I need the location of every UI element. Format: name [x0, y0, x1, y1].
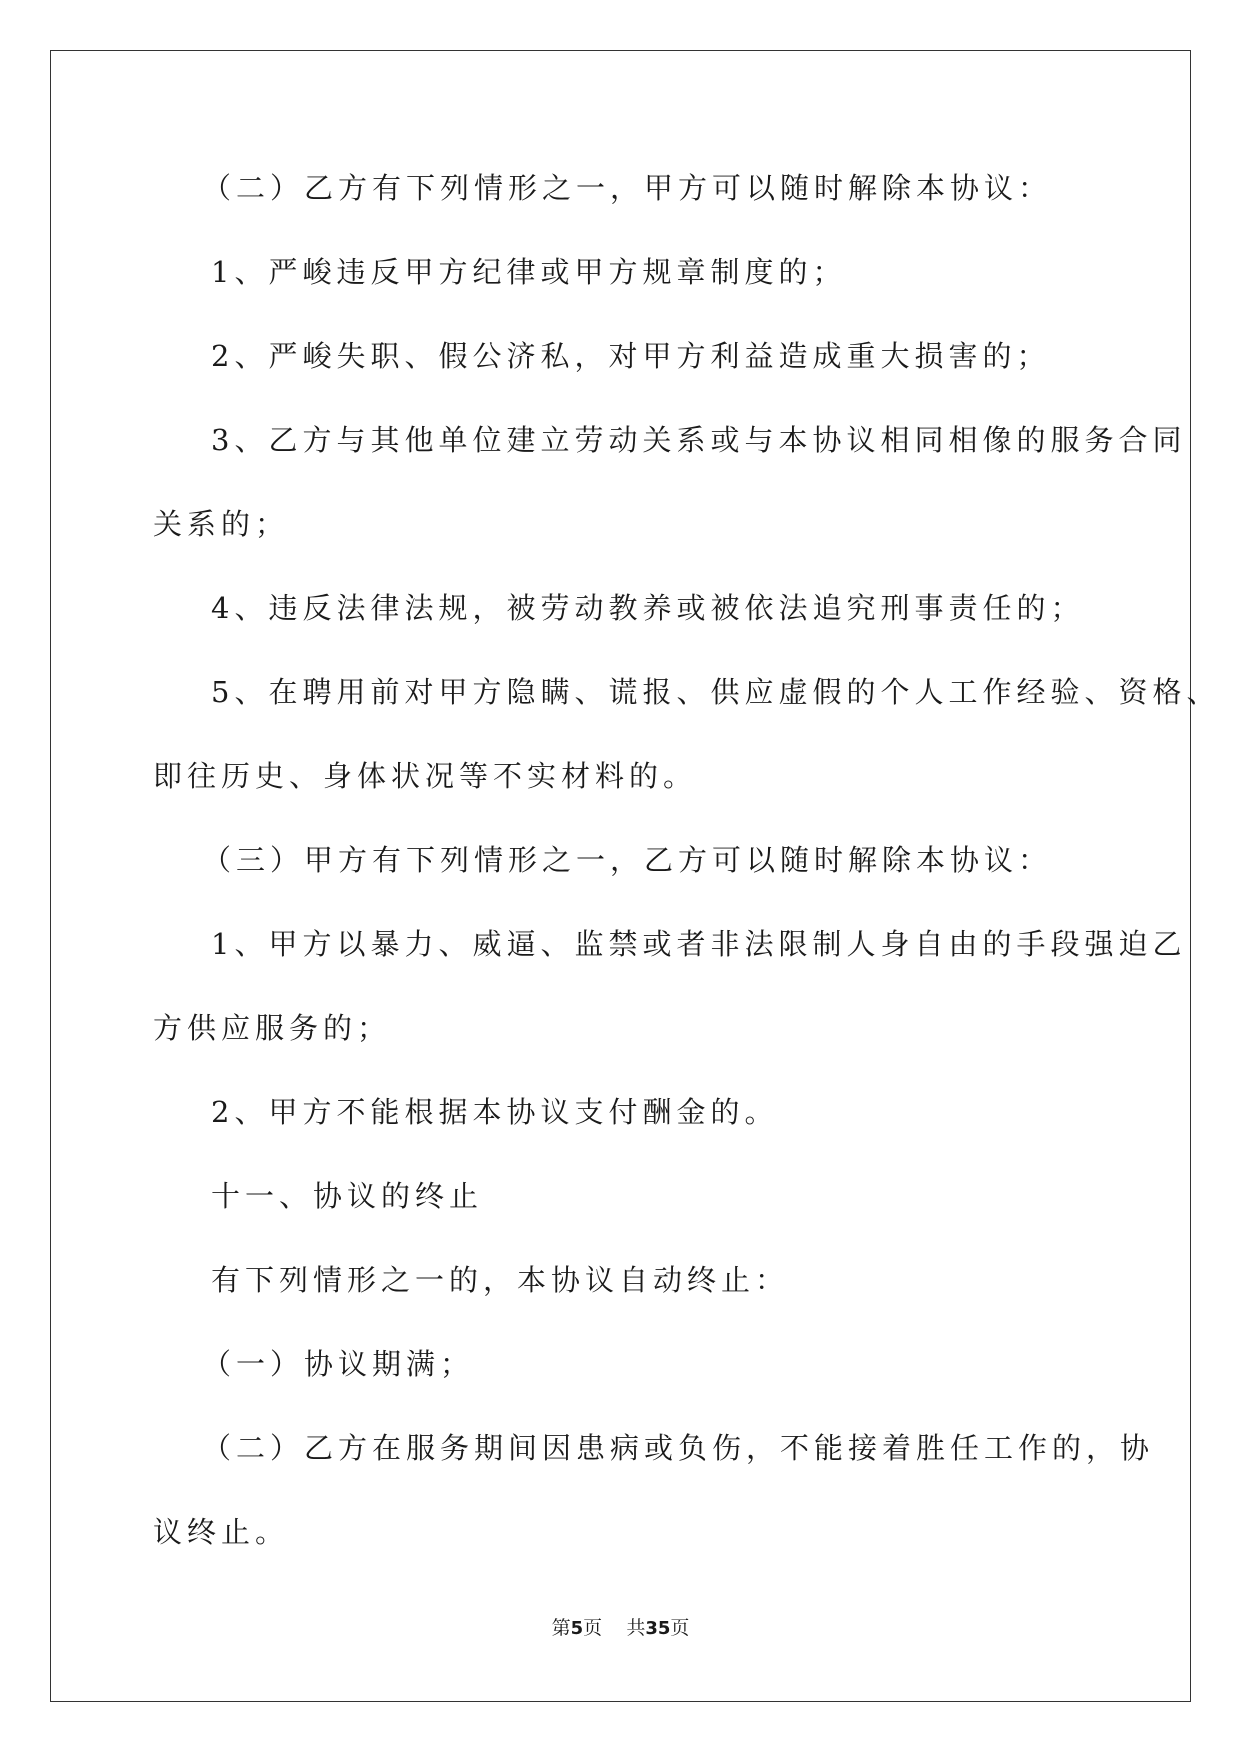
paragraph-line: （二）乙方有下列情形之一，甲方可以随时解除本协议：: [202, 171, 1053, 205]
page-label-suffix: 页: [583, 1617, 603, 1639]
paragraph-line: 5、在聘用前对甲方隐瞒、谎报、供应虚假的个人工作经验、资格、: [211, 675, 1221, 709]
paragraph-line: 4、违反法律法规，被劳动教养或被依法追究刑事责任的；: [211, 591, 1085, 625]
paragraph-line: 3、乙方与其他单位建立劳动关系或与本协议相同相像的服务合同: [211, 423, 1187, 457]
paragraph-line: 有下列情形之一的，本协议自动终止：: [211, 1263, 790, 1297]
paragraph-line: （三）甲方有下列情形之一，乙方可以随时解除本协议：: [202, 843, 1053, 877]
paragraph-line: 方供应服务的；: [153, 1011, 392, 1045]
paragraph-line: 2、严峻失职、假公济私，对甲方利益造成重大损害的；: [211, 339, 1051, 373]
total-label-suffix: 页: [670, 1617, 690, 1639]
paragraph-line: 即往历史、身体状况等不实材料的。: [153, 759, 698, 793]
section-heading: 十一、协议的终止: [211, 1179, 484, 1213]
paragraph-line: （一）协议期满；: [202, 1347, 475, 1381]
paragraph-line: 关系的；: [153, 507, 290, 541]
paragraph-line: 1、甲方以暴力、威逼、监禁或者非法限制人身自由的手段强迫乙: [211, 927, 1187, 961]
paragraph-line: 议终止。: [153, 1515, 290, 1549]
page-label-prefix: 第: [551, 1617, 571, 1639]
total-label-prefix: 共: [626, 1617, 646, 1639]
page-footer: [0, 1616, 1241, 1641]
paragraph-line: 1、严峻违反甲方纪律或甲方规章制度的；: [211, 255, 847, 289]
paragraph-line: 2、甲方不能根据本协议支付酬金的。: [211, 1095, 779, 1129]
page-number: 5: [570, 1618, 584, 1639]
total-pages: 35: [645, 1618, 671, 1639]
paragraph-line: （二）乙方在服务期间因患病或负伤，不能接着胜任工作的，协: [202, 1431, 1155, 1465]
